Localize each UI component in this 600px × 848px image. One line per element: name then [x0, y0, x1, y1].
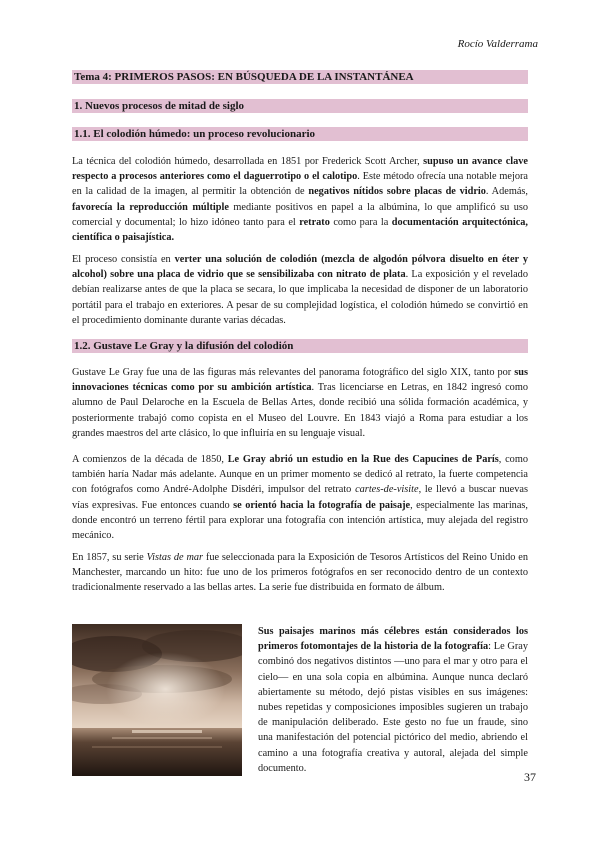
bold-run: se orientó hacia la fotografía de paisaje — [233, 499, 411, 511]
text-run: Gustave Le Gray fue una de las figuras más relevantes del panorama fotográfico del siglo XIX, tanto por — [72, 367, 515, 378]
subsection-heading-2: 1.2. Gustave Le Gray y la difusión del colodión — [72, 339, 528, 353]
text-run: , le llevó a buscar nuevas vías expresivas. Fue entonces cuando — [72, 484, 528, 511]
text-run: , como también haría Nadar más adelante. Aunque en un primer momento se dedicó al retrato, la fuerte competencia con fotógrafos como André-Adolphe Disdéri, impulsor del retrato — [72, 454, 528, 496]
italic-run: cartes-de-visite — [355, 484, 419, 496]
text-run: . Tras licenciarse en Letras, en 1842 ingresó como alumno de Paul Delaroche en la Escuela de Bellas Artes, donde recibió una sólida formación académica, y posteriormente trabajó como copista en el Museo del Louvre. En 1843 viajó a Roma para estudiar a los grandes maestros del arte clásico, lo que influiría en su lenguaje visual. — [72, 382, 528, 439]
text-run: , especialmente las marinas, donde encontró un terreno fértil para explorar una fotografía con intención artística, muy alejada del registro mecánico. — [72, 499, 528, 542]
text-run: La técnica del colodión húmedo, desarrollada en 1851 por Frederick Scott Archer, — [72, 156, 424, 167]
text-run: mediante positivos en papel a la albúmina, lo que amplificó su uso comercial y documental; lo hizo idóneo tanto para el — [72, 201, 528, 228]
bold-run: supuso un avance clave respecto a procesos anteriores como el daguerrotipo o el calotipo — [72, 156, 528, 183]
page-number: 37 — [524, 770, 536, 784]
bold-run: Le Gray abrió un estudio en la Rue des Capucines de París — [227, 454, 499, 465]
bold-run: sus innovaciones técnicas como por su ambición artística — [72, 367, 528, 394]
bold-run: favorecía la reproducción múltiple — [72, 201, 229, 213]
text-run: A comienzos de la década de 1850, — [72, 454, 228, 465]
text-run: El proceso consistía en — [72, 254, 175, 265]
seascape-image — [72, 624, 242, 776]
photo-caption — [258, 624, 528, 776]
bold-run: verter una solución de colodión (mezcla de algodón pólvora disuelto en éter y alcohol) sobre una placa de vidrio que se sensibilizaba con nitrato de plata — [72, 254, 528, 281]
paragraph-legray-studio — [72, 452, 528, 543]
bold-run: documentación arquitectónica, científica o paisajística. — [72, 216, 528, 244]
italic-run: Vistas de mar — [146, 552, 204, 563]
paragraph-colodion-intro — [72, 154, 528, 245]
text-run: . La exposición y el revelado debían realizarse antes de que la placa se secara, lo que implicaba la necesidad de disponer de un laboratorio portátil para el trabajo en exteriores. A pesar de su complejidad logística, el colodión húmedo se convirtió en el procedimiento dominante durante varias décadas. — [72, 269, 528, 326]
author-name: Rocío Valderrama — [457, 38, 538, 50]
text-run: como para la — [329, 216, 392, 228]
paragraph-legray-bio — [72, 365, 528, 441]
bold-run: negativos nítidos sobre placas de vidrio — [308, 186, 486, 198]
bold-run: Sus paisajes marinos más célebres están considerados los primeros fotomontajes de la historia de la fotografía — [258, 626, 528, 653]
paragraph-colodion-process — [72, 252, 528, 328]
text-run: fue seleccionada para la Exposición de Tesoros Artísticos del Reino Unido en Manchester, marcando un hito: fue uno de los primeros fotógrafos en ser reconocido dentro de un contexto tradicionalmente reservado a las bellas artes. La serie fue distribuida en formato de álbum. — [72, 552, 529, 594]
bold-run: retrato — [299, 216, 330, 228]
text-run: . Este método ofrecía una notable mejora en la calidad de la imagen, al permitir la obtención de — [72, 171, 528, 198]
text-run: : Le Gray combinó dos negativos distintos —uno para el mar y otro para el cielo— en una sola copia en albúmina. Aunque nunca declaró abiertamente su método, dejó pistas visibles en sus imágenes: nubes repetidas y composiciones imposibles sugieren un trabajo de manipulación deliberado. Este gesto no fue un fraude, sino una manifestación del potencial pictórico del medio, abriendo el camino a una fotografía creativa y autoral, alejada del simple documento. — [258, 641, 528, 774]
section-heading: 1. Nuevos procesos de mitad de siglo — [72, 99, 528, 113]
subsection-heading-1: 1.1. El colodión húmedo: un proceso revolucionario — [72, 127, 528, 141]
text-run: En 1857, su serie — [72, 552, 147, 563]
seascape-photograph — [72, 624, 242, 776]
text-run: . Además, — [485, 186, 528, 198]
paragraph-legray-series — [72, 550, 528, 596]
topic-heading: Tema 4: PRIMEROS PASOS: EN BÚSQUEDA DE LA INSTANTÁNEA — [72, 70, 528, 84]
